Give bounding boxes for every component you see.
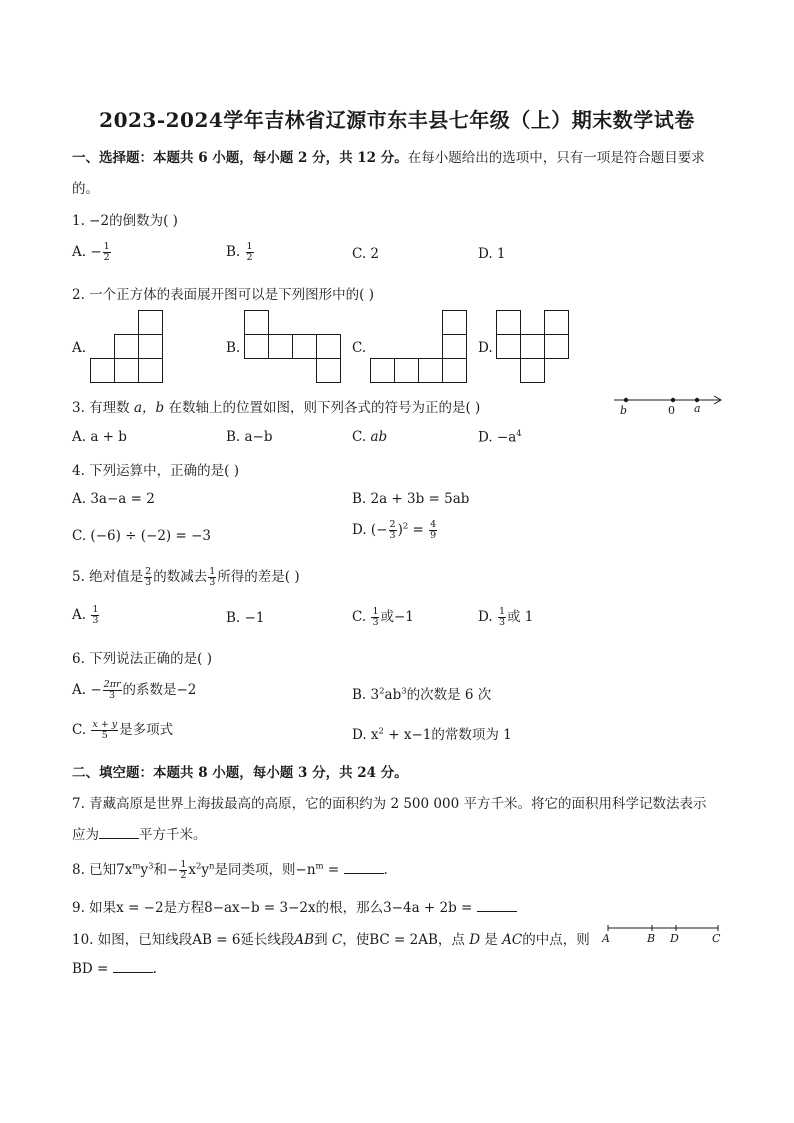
q4-option-b: B. 2a + 3b = 5ab <box>352 491 470 507</box>
q4-d-eq: = <box>408 522 429 538</box>
q5-d-num: 1 <box>498 606 505 617</box>
q9-answer-blank[interactable] <box>477 899 517 912</box>
q6-option-d <box>352 723 512 743</box>
q10-line2-pre: BD = <box>72 961 113 977</box>
q6-b-prefix: B. 3 <box>352 687 380 703</box>
q5-stem-frac1 <box>144 567 152 588</box>
q6-c-num: x + y <box>92 719 118 730</box>
q8-stem <box>72 858 388 881</box>
q2-option-a-label: A. <box>72 340 87 356</box>
q8-end: . <box>383 862 388 878</box>
q8-mid3: x <box>188 862 196 878</box>
q10-ac: AC <box>502 932 523 948</box>
q2-option-b-label: B. <box>226 340 241 356</box>
q6-option-a <box>72 678 196 701</box>
q10-label-d: D <box>670 932 679 945</box>
q6-d-prefix: D. x <box>352 727 379 743</box>
q5-c-num: 1 <box>372 606 379 617</box>
q7-line2 <box>72 823 207 843</box>
q8-sup1: m <box>132 861 141 872</box>
q4-d-result-fraction <box>429 520 437 541</box>
q8-mid2: 和− <box>153 862 179 878</box>
q6-c-den: 5 <box>101 730 108 741</box>
q5-option-c <box>352 605 414 628</box>
q3-option-b: B. a−b <box>226 429 273 445</box>
q10-to: 到 <box>314 932 332 948</box>
q6-a-prefix: A. − <box>72 682 102 698</box>
q2-net-a <box>90 310 164 384</box>
q5-c-den: 3 <box>372 617 379 628</box>
q8-sup3: 2 <box>195 861 202 872</box>
q1-a-fraction <box>103 242 111 263</box>
q8-pre: 8. 已知7x <box>72 862 133 878</box>
q1-b-den: 2 <box>246 252 253 263</box>
q5-stem-pre: 5. 绝对值是 <box>72 569 144 585</box>
section1-header-a: 一、选择题：本题共 6 小题，每小题 2 分，共 12 分。 <box>72 150 408 166</box>
q2-option-c-label: C. <box>352 340 367 356</box>
q8-sup4: n <box>209 861 215 872</box>
q1-option-c: C. 2 <box>352 246 380 262</box>
q5-a-fraction <box>91 605 99 626</box>
q2-net-d <box>496 310 572 384</box>
q4-d-mid: ) <box>397 522 403 538</box>
q10-segment-figure <box>604 923 724 935</box>
q6-c-fraction <box>91 720 118 741</box>
q6-b-mid: ab <box>384 687 402 703</box>
q5-c-prefix: C. <box>352 609 367 625</box>
q6-option-c <box>72 718 173 741</box>
q5-stem-num2: 1 <box>209 566 216 577</box>
q4-stem: 4. 下列运算中，正确的是( ) <box>72 463 239 479</box>
q7-answer-blank[interactable] <box>99 826 139 839</box>
q3-stem-post: 在数轴上的位置如图，则下列各式的符号为正的是( ) <box>164 400 481 416</box>
q8-mid1: y <box>140 862 149 878</box>
q10-label-a: A <box>602 932 610 945</box>
section1-header <box>72 146 705 166</box>
q7-line2-post: 平方千米。 <box>139 827 207 843</box>
q4-d-den: 3 <box>389 530 396 541</box>
q6-a-post: 的系数是−2 <box>122 682 197 698</box>
q1-option-d: D. 1 <box>478 246 506 262</box>
q2-net-c <box>370 310 470 384</box>
q5-option-a <box>72 605 100 626</box>
q10-post: 的中点，则 <box>522 932 590 948</box>
section2-header: 二、填空题：本题共 8 小题，每小题 3 分，共 24 分。 <box>72 765 408 781</box>
q3-stem <box>72 396 480 416</box>
q5-stem-den1: 3 <box>145 577 152 588</box>
q5-option-d <box>478 605 533 628</box>
q1-a-num: 1 <box>103 241 110 252</box>
q6-option-b <box>352 683 491 703</box>
q10-answer-blank[interactable] <box>113 960 153 973</box>
q5-c-post: 或−1 <box>380 609 414 625</box>
q4-option-a: A. 3a−a = 2 <box>72 491 155 507</box>
q8-den: 2 <box>180 870 187 881</box>
q1-b-num: 1 <box>246 241 253 252</box>
q4-d-fraction <box>389 520 397 541</box>
q5-stem-den2: 3 <box>209 577 216 588</box>
q3-option-d <box>478 429 522 446</box>
q5-stem <box>72 565 300 588</box>
q10-line1-pre: 10. 如图，已知线段AB = 6延长线段 <box>72 932 295 948</box>
q3-axis-label-0: 0 <box>668 404 675 417</box>
q10-is: 是 <box>480 932 503 948</box>
q6-c-prefix: C. <box>72 722 87 738</box>
q4-d-num: 2 <box>389 519 396 530</box>
q2-stem: 2. 一个正方体的表面展开图可以是下列图形中的( ) <box>72 287 374 303</box>
q3-d-sup: 4 <box>516 429 522 439</box>
q3-d-prefix: D. −a <box>478 429 517 446</box>
q1-stem: 1. −2的倒数为( ) <box>72 213 178 229</box>
q5-stem-post: 所得的差是( ) <box>217 569 300 585</box>
q5-stem-mid: 的数减去 <box>153 569 208 585</box>
page-title: 2023-2024学年吉林省辽源市东丰县七年级（上）期末数学试卷 <box>99 108 695 132</box>
q8-answer-blank[interactable] <box>344 861 384 874</box>
q4-d-rden: 9 <box>430 530 437 541</box>
q8-sup2: 3 <box>148 861 154 872</box>
q2-option-d-label: D. <box>478 340 493 356</box>
q4-option-c: C. (−6) ÷ (−2) = −3 <box>72 528 211 544</box>
q6-a-den: 3 <box>109 690 116 701</box>
q3-stem-var: a，b <box>133 400 165 416</box>
q3-axis-label-b: b <box>620 404 628 417</box>
q5-stem-num1: 2 <box>145 566 152 577</box>
q6-a-num: 2πr <box>103 679 121 690</box>
q6-stem: 6. 下列说法正确的是( ) <box>72 651 212 667</box>
section1-header-b: 在每小题给出的选项中，只有一项是符合题目要求 <box>407 150 705 166</box>
q8-fraction <box>179 860 187 881</box>
q6-d-post: + x−1的常数项为 1 <box>383 727 512 743</box>
q2-net-b <box>244 310 344 384</box>
q7-line2-pre: 应为 <box>72 827 99 843</box>
q5-stem-frac2 <box>208 567 216 588</box>
q5-d-post: 或 1 <box>506 609 534 625</box>
q10-line2 <box>72 960 157 977</box>
q8-num: 1 <box>180 859 187 870</box>
q9-stem <box>72 896 517 916</box>
q10-c: C <box>331 932 343 948</box>
q5-a-num: 1 <box>92 604 99 615</box>
q4-d-rnum: 4 <box>430 519 437 530</box>
q6-b-sup2: 3 <box>401 686 407 697</box>
q3-option-a: A. a + b <box>72 429 127 445</box>
q3-stem-pre: 3. 有理数 <box>72 400 134 416</box>
q4-option-d <box>352 520 438 541</box>
q3-option-c <box>352 429 387 445</box>
q10-line1 <box>72 928 590 948</box>
q10-label-c: C <box>712 932 721 945</box>
q5-d-fraction <box>498 607 506 628</box>
q7-line1: 7. 青藏高原是世界上海拔最高的高原，它的面积约为 2 500 000 平方千米。将它的面积用科学记数法表示 <box>72 796 707 812</box>
q6-b-post: 的次数是 6 次 <box>406 687 492 703</box>
q1-a-den: 2 <box>103 252 110 263</box>
q5-a-prefix: A. <box>72 607 87 623</box>
q9-text: 9. 如果x = −2是方程8−ax−b = 3−2x的根，那么3−4a + 2b = <box>72 900 477 916</box>
section1-header-c: 的。 <box>72 181 99 197</box>
q8-post: = <box>323 862 344 878</box>
q1-option-a <box>72 242 112 263</box>
q5-c-fraction <box>371 607 379 628</box>
q10-ab: AB <box>294 932 315 948</box>
q10-line2-end: . <box>152 961 157 977</box>
q3-axis-label-a: a <box>694 402 701 415</box>
q3-c-var: ab <box>370 429 388 445</box>
q5-a-den: 3 <box>92 615 99 626</box>
q10-mid: ，使BC = 2AB，点 <box>342 932 470 948</box>
q5-d-prefix: D. <box>478 609 493 625</box>
q4-d-prefix: D. (− <box>352 522 388 538</box>
q10-label-b: B <box>647 932 656 945</box>
q5-d-den: 3 <box>498 617 505 628</box>
q6-d-sup: 2 <box>378 726 384 737</box>
q1-a-prefix: A. − <box>72 244 102 260</box>
q8-mid5: 是同类项，则−n <box>214 862 316 878</box>
q6-c-post: 是多项式 <box>119 722 174 738</box>
q1-b-fraction <box>246 242 254 263</box>
q1-option-b <box>226 242 255 263</box>
q1-b-prefix: B. <box>226 244 241 260</box>
q8-sup5: m <box>315 861 324 872</box>
q3-c-prefix: C. <box>352 429 367 445</box>
q4-d-sup: 2 <box>402 521 409 532</box>
q6-b-sup1: 2 <box>379 686 385 697</box>
q5-option-b: B. −1 <box>226 610 265 626</box>
q10-d: D <box>469 932 481 948</box>
q8-mid4: y <box>201 862 210 878</box>
q6-a-fraction <box>103 680 122 701</box>
